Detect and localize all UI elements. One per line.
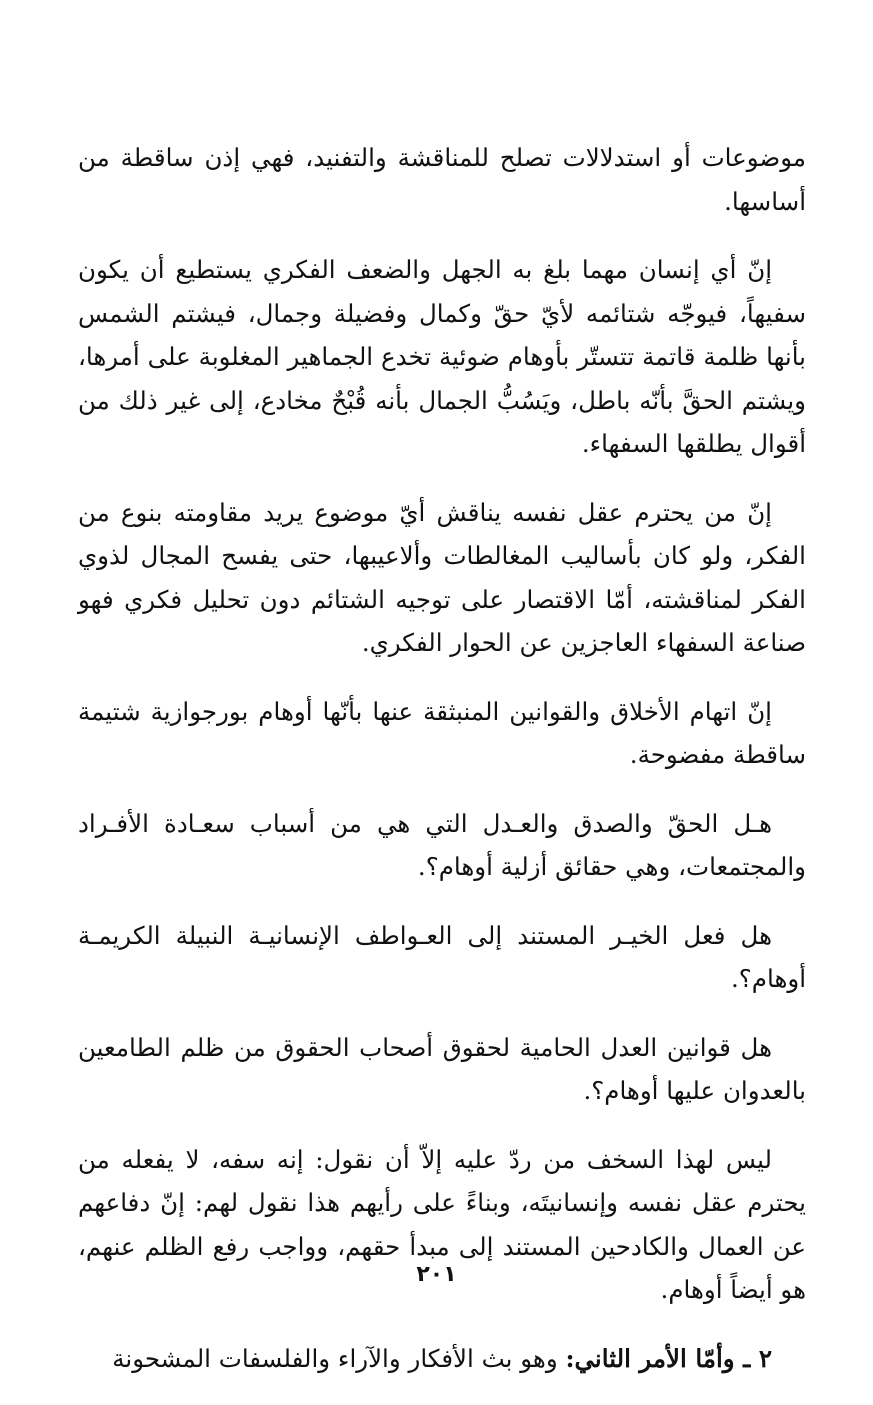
paragraph-6: هل فعل الخيـر المستند إلى العـواطف الإنسانيـة النبيلة الكريمـة أوهام؟. xyxy=(78,920,806,993)
paragraph-5: هـل الحقّ والصدق والعـدل التي هي من أسباب سعـادة الأفـراد والمجتمعات، وهي حقائق أزلية أوهام؟. xyxy=(78,808,806,881)
section-text: وهو بث الأفكار والآراء والفلسفات المشحونة xyxy=(112,1343,558,1373)
paragraph-1: موضوعات أو استدلالات تصلح للمناقشة والتفنيد، فهي إذن ساقطة من أساسها. xyxy=(78,143,806,216)
page-number: ٢٠١ xyxy=(416,1262,457,1287)
paragraph-8: ليس لهذا السخف من ردّ عليه إلاّ أن نقول: إنه سفه، لا يفعله من يحترم عقل نفسه وإنسانيتَه، وبناءً على رأيهم هذا نقول لهم: إنّ دفاعهم عن العمال والكادحين المستند إلى مبدأ حقهم، وواجب رفع الظلم عنهم، هو أيضاً أوهام. xyxy=(78,1144,806,1304)
paragraph-3: إنّ من يحترم عقل نفسه يناقش أيّ موضوع يريد مقاومته بنوع من الفكر، ولو كان بأساليب المغالطات وألاعيبها، حتى يفسح المجال لذوي الفكر لمناقشته، أمّا الاقتصار على توجيه الشتائم دون تحليل فكري فهو صناعة السفهاء العاجزين عن الحوار الفكري. xyxy=(78,497,806,657)
paragraph-4: إنّ اتهام الأخلاق والقوانين المنبثقة عنها بأنّها أوهام بورجوازية شتيمة ساقطة مفضوحة. xyxy=(78,696,806,769)
body-text xyxy=(78,136,806,1405)
paragraph-9 xyxy=(78,1337,806,1381)
paragraph-7: هل قوانين العدل الحامية لحقوق أصحاب الحقوق من ظلم الطامعين بالعدوان عليها أوهام؟. xyxy=(78,1032,806,1105)
section-heading: ٢ ـ وأمّا الأمر الثاني: xyxy=(565,1343,772,1373)
paragraph-2: إنّ أي إنسان مهما بلغ به الجهل والضعف الفكري يستطيع أن يكون سفيهاً، فيوجّه شتائمه لأيّ حقّ وكمال وفضيلة وجمال، فيشتم الشمس بأنها ظلمة قاتمة تتستّر بأوهام ضوئية تخدع الجماهير المغلوبة على أمرها، ويشتم الحقَّ بأنّه باطل، ويَسُبُّ الجمال بأنه قُبْحٌ مخادع، إلى غير ذلك من أقوال يطلقها السفهاء. xyxy=(78,255,806,458)
